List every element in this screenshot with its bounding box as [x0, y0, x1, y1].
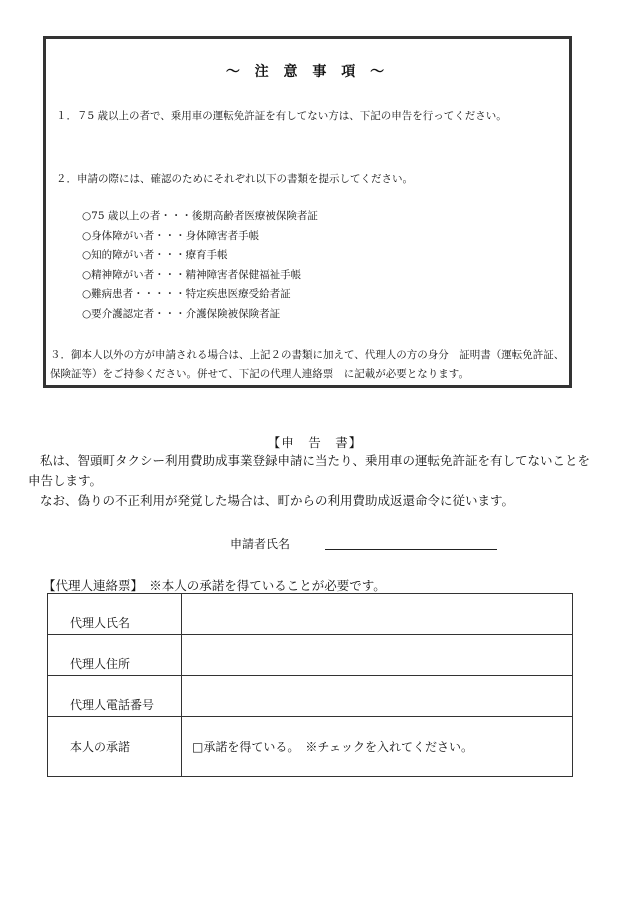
declaration-body: [28, 451, 600, 511]
consent-checkbox[interactable]: □承諾を得ている。 ※チェックを入れてください。: [182, 717, 573, 777]
document-item: ○知的障がい者・・・療育手帳: [82, 249, 228, 262]
document-item: ○要介護認定者・・・介護保険被保険者証: [82, 307, 281, 320]
agent-heading: 【代理人連絡票】 ※本人の承諾を得ていることが必要です。: [43, 578, 386, 593]
applicant-name-field[interactable]: [325, 549, 497, 550]
document-item: ○身体障がい者・・・身体障害者手帳: [82, 229, 260, 242]
required-documents-list: [82, 207, 318, 325]
consent-label: 本人の承諾: [48, 717, 182, 777]
agent-phone-label: 代理人電話番号: [48, 676, 182, 717]
declaration-title: 【申 告 書】: [267, 435, 363, 450]
notice-title: ～ 注 意 事 項 ～: [225, 64, 390, 80]
applicant-name-label: 申請者氏名: [230, 537, 291, 551]
agent-name-label: 代理人氏名: [48, 594, 182, 635]
table-row: [48, 717, 573, 777]
declaration-paragraph-1: 私は、智頭町タクシー利用費助成事業登録申請に当たり、乗用車の運転免許証を有してないことを申告します。: [28, 453, 591, 488]
declaration-paragraph-2: なお、偽りの不正利用が発覚した場合は、町からの利用費助成返還命令に従います。: [40, 493, 515, 508]
notice-item-3: ３．御本人以外の方が申請される場合は、上記２の書類に加えて、代理人の方の身分 証明書（運転免許証、保険証等）をご持参ください。併せて、下記の代理人連絡票 に記載が必要となります。: [50, 349, 565, 380]
agent-address-field[interactable]: [182, 635, 573, 676]
notice-item-2: ２．申請の際には、確認のためにそれぞれ以下の書類を提示してください。: [56, 173, 413, 185]
table-row: [48, 676, 573, 717]
document-item: ○75 歳以上の者・・・後期高齢者医療被保険者証: [82, 210, 318, 222]
agent-phone-field[interactable]: [182, 676, 573, 717]
table-row: [48, 635, 573, 676]
notice-box: [43, 36, 572, 388]
document-item: ○難病患者・・・・・特定疾患医療受給者証: [82, 288, 291, 301]
agent-contact-table: [47, 593, 573, 777]
document-item: ○精神障がい者・・・精神障害者保健福祉手帳: [82, 268, 302, 281]
agent-address-label: 代理人住所: [48, 635, 182, 676]
agent-name-field[interactable]: [182, 594, 573, 635]
notice-item-1: １．７5 歳以上の者で、乗用車の運転免許証を有してない方は、下記の申告を行ってください。: [56, 110, 507, 122]
table-row: [48, 594, 573, 635]
